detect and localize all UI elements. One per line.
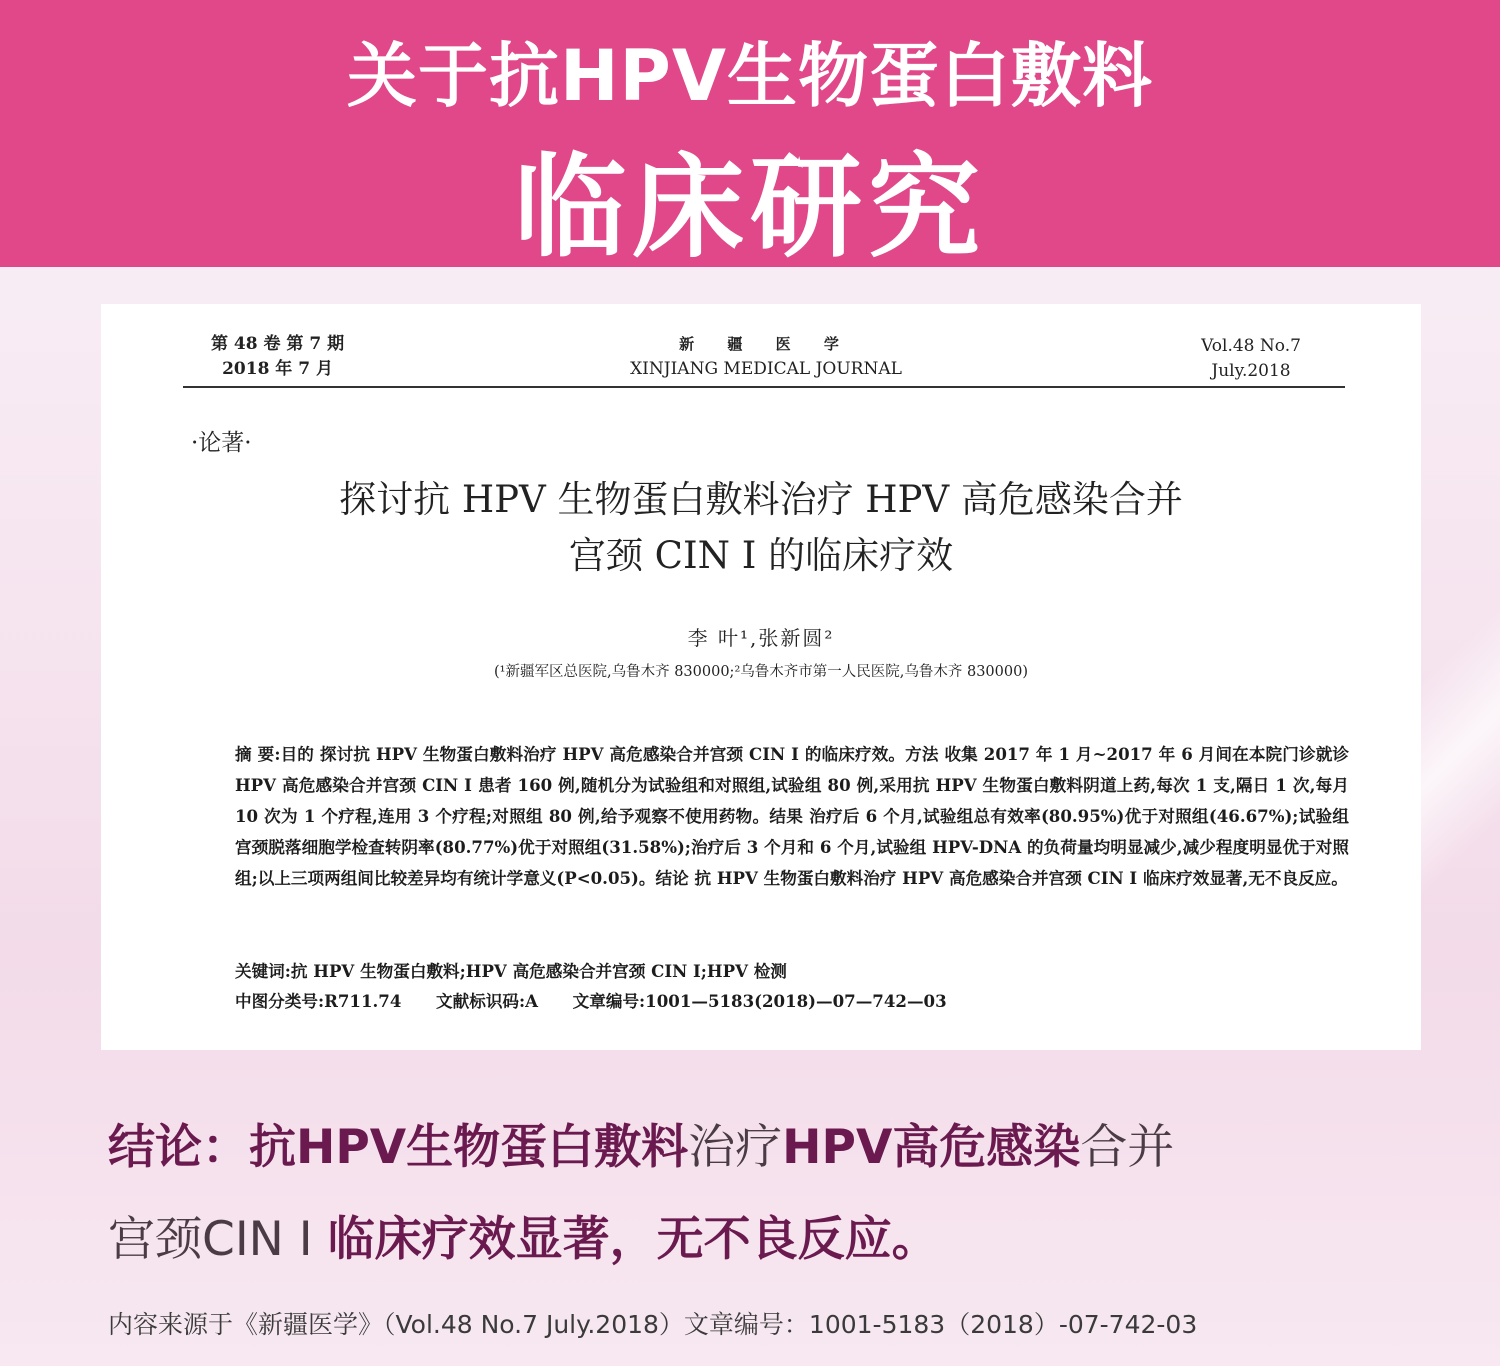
conclusion-part-2: 治疗 — [688, 1120, 783, 1175]
section-label: ·论著· — [191, 430, 252, 456]
journal-name — [501, 332, 1031, 382]
author-affiliations: (¹新疆军区总医院,乌鲁木齐 830000;²乌鲁木齐市第一人民医院,乌鲁木齐 830000) — [494, 664, 1028, 680]
article-authors: 李 叶¹,张新圆² — [687, 626, 835, 650]
journal-name-cn: 新 疆 医 学 — [679, 335, 853, 353]
source-citation: 内容来源于《新疆医学》（Vol.48 No.7 July.2018）文章编号：1001-5183（2018）-07-742-03 — [108, 1310, 1198, 1339]
journal-name-en: XINJIANG MEDICAL JOURNAL — [630, 359, 902, 379]
conclusion-part-4: 合并 — [1080, 1120, 1175, 1175]
conclusion-statement — [108, 1102, 1438, 1286]
date-en: July.2018 — [1211, 361, 1291, 381]
title-banner — [0, 0, 1500, 273]
journal-volume-issue — [211, 332, 344, 382]
conclusion-part-3: HPV高危感染 — [782, 1120, 1081, 1175]
article-keywords: 关键词:抗 HPV 生物蛋白敷料;HPV 高危感染合并宫颈 CIN Ⅰ;HPV 检测 — [235, 961, 787, 981]
volume-issue-en: Vol.48 No.7 — [1201, 336, 1301, 356]
journal-volume-issue-en — [1161, 334, 1341, 384]
banner-title-line1: 关于抗HPV生物蛋白敷料 — [346, 35, 1154, 117]
conclusion-part-1: 结论：抗HPV生物蛋白敷料 — [108, 1120, 689, 1175]
volume-issue-cn: 第 48 卷 第 7 期 — [211, 334, 345, 354]
article-classification: 中图分类号:R711.74 文献标识码:A 文章编号:1001—5183(2018)—07—742—03 — [235, 991, 947, 1011]
article-abstract — [189, 739, 1349, 894]
article-title-line1: 探讨抗 HPV 生物蛋白敷料治疗 HPV 高危感染合并 — [339, 478, 1183, 521]
abstract-text: 摘 要:目的 探讨抗 HPV 生物蛋白敷料治疗 HPV 高危感染合并宫颈 CIN Ⅰ 的临床疗效。方法 收集 2017 年 1 月~2017 年 6 月间在本院门诊就诊 HPV 高危感染合并宫颈 CIN Ⅰ 患者 160 例,随机分为试验组和对照组,试验组 80 例,采用抗 HPV 生物蛋白敷料阴道上药,每次 1 支,隔日 1 次,每月 10 次为 1 个疗程,连用 3 个疗程;对照组 80 例,给予观察不使用药物。结果 治疗后 6 个月,试验组总有效率(80.95%)优于对照组(46.67%);试验组宫颈脱落细胞学检查转阴率(80.77%)优于对照组(31.58%);治疗后 3 个月和 6 个月,试验组 HPV-DNA 的负荷量均明显减少,减少程度明显优于对照组;以上三项两组间比较差异均有统计学意义(P<0.05)。结论 抗 HPV 生物蛋白敷料治疗 HPV 高危感染合并宫颈 CIN Ⅰ 临床疗效显著,无不良反应。 — [235, 744, 1349, 888]
conclusion-part-5: 宫颈CIN Ⅰ — [108, 1212, 313, 1267]
conclusion-part-6: 临床疗效显著，无不良反应。 — [327, 1212, 939, 1267]
article-title-line2: 宫颈 CIN Ⅰ 的临床疗效 — [568, 534, 954, 577]
date-cn: 2018 年 7 月 — [222, 359, 333, 379]
banner-title-line2: 临床研究 — [514, 143, 986, 273]
journal-article-image — [101, 304, 1421, 1050]
header-divider — [183, 386, 1345, 388]
